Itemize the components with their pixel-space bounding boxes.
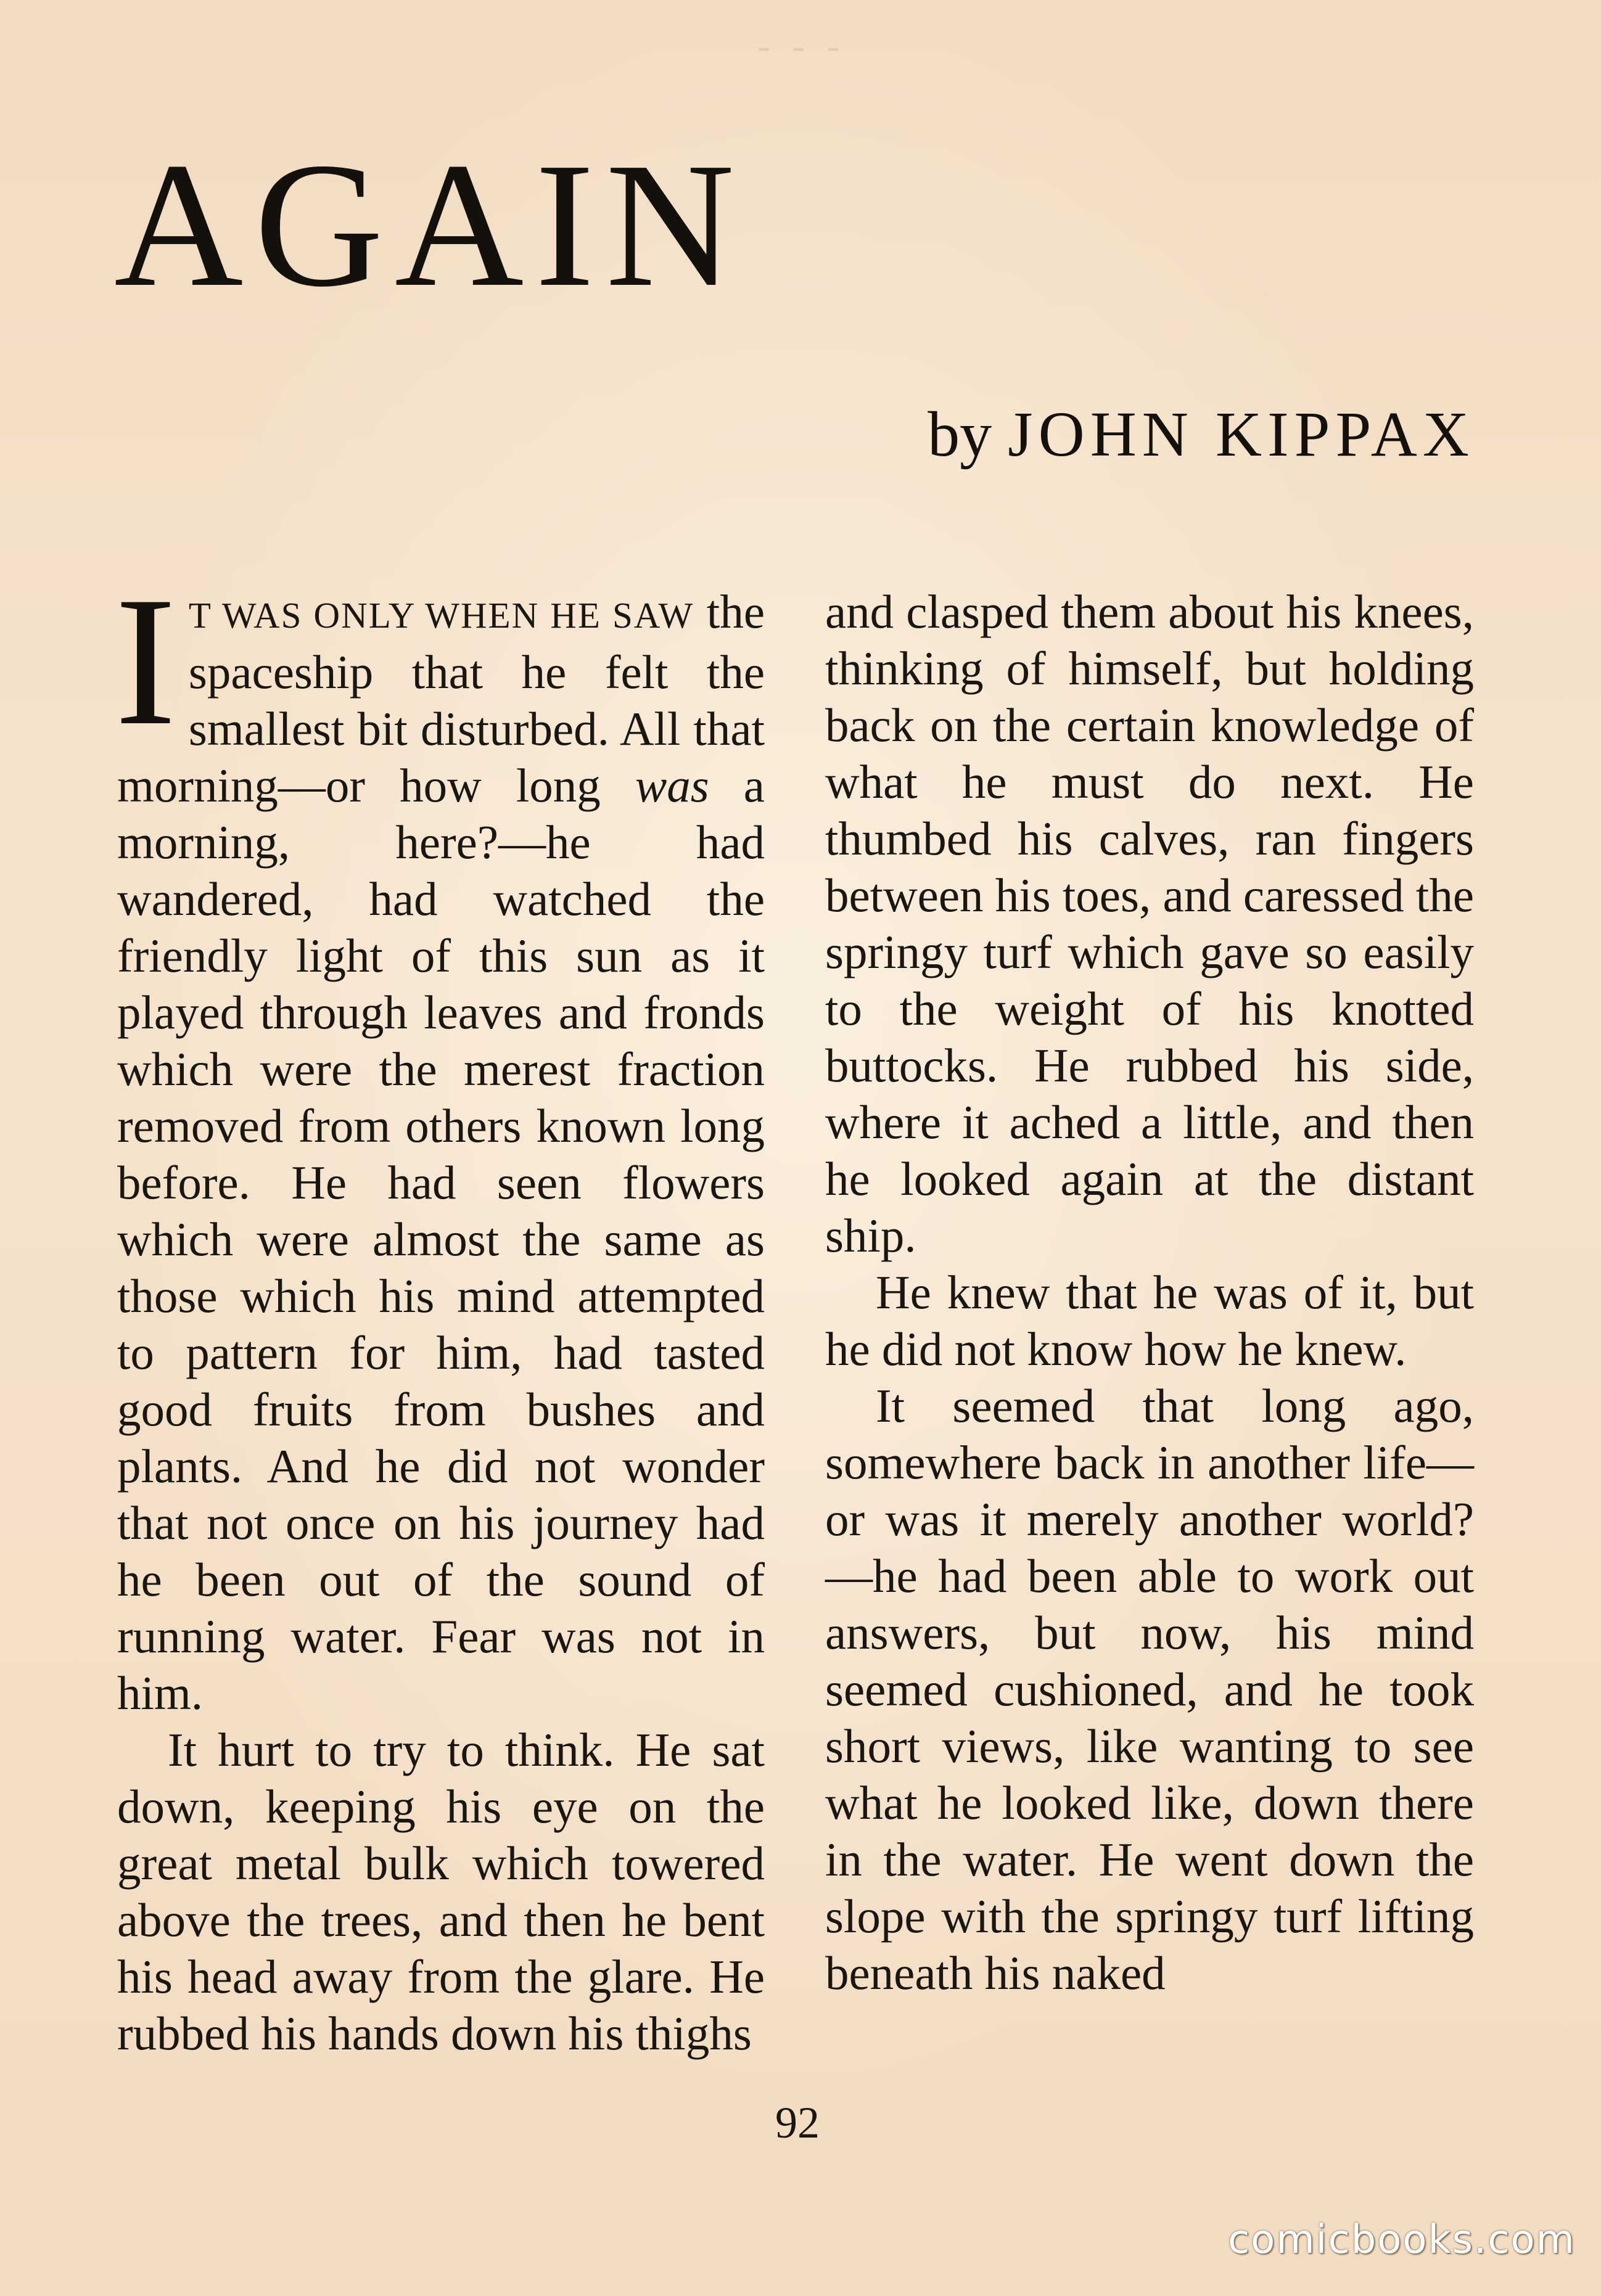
story-title: AGAIN — [114, 126, 746, 324]
paragraph-3: and clasped them about his knees, thinking of himself, but holding back on the certain knowledge of what he must do next. He thumbed his calves, ran fingers between his toes, and caressed the springy turf which gave so easily to the weight of his knotted buttocks. He rubbed his side, where it ached a little, and then he looked again at the distant ship. — [825, 585, 1474, 1262]
italic-word: was — [635, 759, 709, 812]
paragraph-1 — [115, 559, 765, 1721]
byline-by: by — [928, 399, 992, 470]
paragraph-5: It seemed that long ago, somewhere back in another life—or was it merely another world?—he had been able to work out answers, but now, his mind seemed cushioned, and he took short views, like wanting to see what he looked like, down there in the water. He went down the slope with the springy turf lifting beneath his naked — [825, 1379, 1474, 1999]
author-name: JOHN KIPPAX — [1008, 399, 1475, 470]
paragraph-2: It hurt to try to think. He sat down, keeping his eye on the great metal bulk which towered above the trees, and then he bent his head away from the glare. He rubbed his hands down his thighs — [117, 1723, 765, 2060]
paragraph-1-text-b: a morning, here?—he had wandered, had watched the friendly light of this sun as it played through leaves and fronds which were the merest fraction removed from others known long before. He had seen flowers which were almost the same as those which his mind attempted to pattern for him, had tasted good fruits from bushes and plants. And he did not wonder that not once on his journey had he been out of the sound of running water. Fear was not in him. — [117, 759, 765, 1720]
left-column — [115, 559, 765, 2062]
right-column — [825, 583, 1474, 2001]
page-number: 92 — [775, 2098, 820, 2147]
site-watermark: comicbooks.com — [1227, 2217, 1576, 2263]
lead-in-small-caps: T WAS ONLY WHEN HE SAW — [188, 595, 694, 636]
paragraph-1-text-a: the spaceship that he felt the smallest bit disturbed. All that morning—or how long — [117, 585, 765, 812]
drop-cap: I — [115, 559, 176, 763]
byline — [928, 395, 1475, 475]
show-through-text: - - - — [757, 25, 846, 67]
paragraph-4: He knew that he was of it, but he did not know how he knew. — [825, 1266, 1474, 1376]
